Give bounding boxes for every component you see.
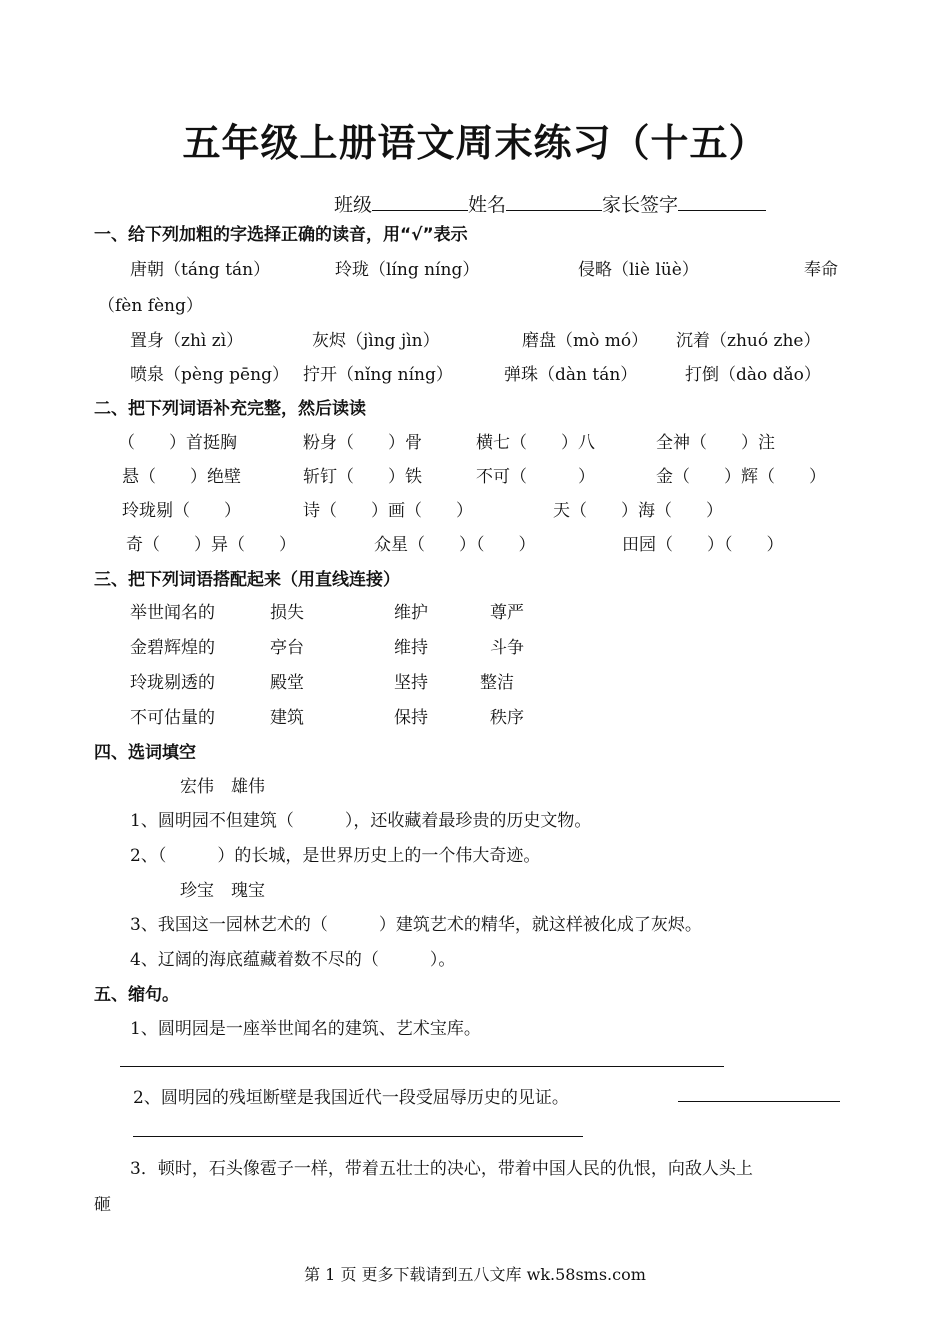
pinyin-item: 喷泉（pèng pēng） <box>130 365 289 385</box>
idiom-item: 奇（ ）异（ ） <box>126 535 296 555</box>
section-2-heading: 二、把下列词语补充完整，然后读读 <box>94 399 366 419</box>
idiom-item: 横七（ ）八 <box>476 433 595 453</box>
idiom-item: （ ）首挺胸 <box>118 433 237 453</box>
section-4-heading: 四、选词填空 <box>94 743 196 763</box>
match-word[interactable]: 坚持 <box>394 673 428 693</box>
idiom-item: 天（ ）海（ ） <box>553 501 723 521</box>
match-word[interactable]: 举世闻名的 <box>130 603 215 623</box>
match-word[interactable]: 尊严 <box>490 603 524 623</box>
idiom-item: 粉身（ ）骨 <box>303 433 422 453</box>
match-word[interactable]: 建筑 <box>270 708 304 728</box>
idiom-item: 不可（ ） <box>476 467 595 487</box>
pinyin-item: （fèn fèng） <box>98 296 203 316</box>
page-footer: 第 1 页 更多下载请到五八文库 wk.58sms.com <box>304 1265 646 1284</box>
match-word[interactable]: 玲珑剔透的 <box>130 673 215 693</box>
pinyin-item: 弹珠（dàn tán） <box>504 365 638 385</box>
fill-question: 3、我国这一园林艺术的（ ）建筑艺术的精华，就这样被化成了灰烬。 <box>130 915 702 935</box>
idiom-item: 全神（ ）注 <box>656 433 775 453</box>
idiom-item: 斩钉（ ）铁 <box>303 467 422 487</box>
word-choices: 宏伟 雄伟 <box>180 777 265 797</box>
name-label: 姓名 <box>468 194 507 216</box>
match-word[interactable]: 损失 <box>270 603 304 623</box>
class-blank[interactable] <box>372 191 468 211</box>
idiom-item: 众星（ ）（ ） <box>374 535 536 555</box>
idiom-item: 田园（ ）（ ） <box>622 535 784 555</box>
match-word[interactable]: 保持 <box>394 708 428 728</box>
match-word[interactable]: 维持 <box>394 638 428 658</box>
pinyin-item: 打倒（dào dǎo） <box>685 365 821 385</box>
match-word[interactable]: 维护 <box>394 603 428 623</box>
pinyin-item: 灰烬（jìng jìn） <box>312 331 440 351</box>
section-3-heading: 三、把下列词语搭配起来（用直线连接） <box>94 570 400 590</box>
word-choices: 珍宝 瑰宝 <box>180 881 265 901</box>
idiom-item: 金（ ）辉（ ） <box>656 467 826 487</box>
idiom-item: 玲珑剔（ ） <box>122 501 241 521</box>
answer-line[interactable] <box>133 1136 583 1137</box>
shorten-question: 1、圆明园是一座举世闻名的建筑、艺术宝库。 <box>130 1019 481 1039</box>
match-word[interactable]: 殿堂 <box>270 673 304 693</box>
idiom-item: 诗（ ）画（ ） <box>303 501 473 521</box>
pinyin-item: 置身（zhì zì） <box>130 331 244 351</box>
section-5-heading: 五、缩句。 <box>94 985 179 1005</box>
class-label: 班级 <box>334 194 373 216</box>
section-1-heading: 一、给下列加粗的字选择正确的读音，用“√”表示 <box>94 225 468 245</box>
match-word[interactable]: 亭台 <box>270 638 304 658</box>
pinyin-item: 拧开（nǐng níng） <box>303 365 453 385</box>
match-word[interactable]: 金碧辉煌的 <box>130 638 215 658</box>
fill-question: 1、圆明园不但建筑（ ），还收藏着最珍贵的历史文物。 <box>130 811 592 831</box>
match-word[interactable]: 不可估量的 <box>130 708 215 728</box>
shorten-question-continued: 砸 <box>94 1195 111 1215</box>
shorten-question: 3．顿时，石头像雹子一样，带着五壮士的决心，带着中国人民的仇恨，向敌人头上 <box>130 1159 753 1179</box>
shorten-question: 2、圆明园的残垣断壁是我国近代一段受屈辱历史的见证。 <box>133 1088 569 1108</box>
idiom-item: 悬（ ）绝壁 <box>122 467 241 487</box>
student-info-row <box>334 190 766 217</box>
parent-signature-label: 家长签字 <box>602 194 679 216</box>
match-word[interactable]: 斗争 <box>490 638 524 658</box>
fill-question: 2、（ ）的长城，是世界历史上的一个伟大奇迹。 <box>130 846 541 866</box>
pinyin-item: 磨盘（mò mó） <box>522 331 649 351</box>
answer-line[interactable] <box>678 1101 840 1102</box>
fill-question: 4、辽阔的海底蕴藏着数不尽的（ ）。 <box>130 950 456 970</box>
match-word[interactable]: 秩序 <box>490 708 524 728</box>
page-title: 五年级上册语文周末练习（十五） <box>182 121 768 165</box>
parent-signature-blank[interactable] <box>678 191 766 211</box>
pinyin-item: 侵略（liè lüè） <box>578 260 699 280</box>
pinyin-item: 沉着（zhuó zhe） <box>676 331 821 351</box>
pinyin-item: 玲珑（líng níng） <box>335 260 480 280</box>
name-blank[interactable] <box>506 191 602 211</box>
pinyin-item: 唐朝（táng tán） <box>130 260 271 280</box>
answer-line[interactable] <box>120 1066 724 1067</box>
pinyin-item: 奉命 <box>804 260 838 280</box>
match-word[interactable]: 整洁 <box>480 673 514 693</box>
